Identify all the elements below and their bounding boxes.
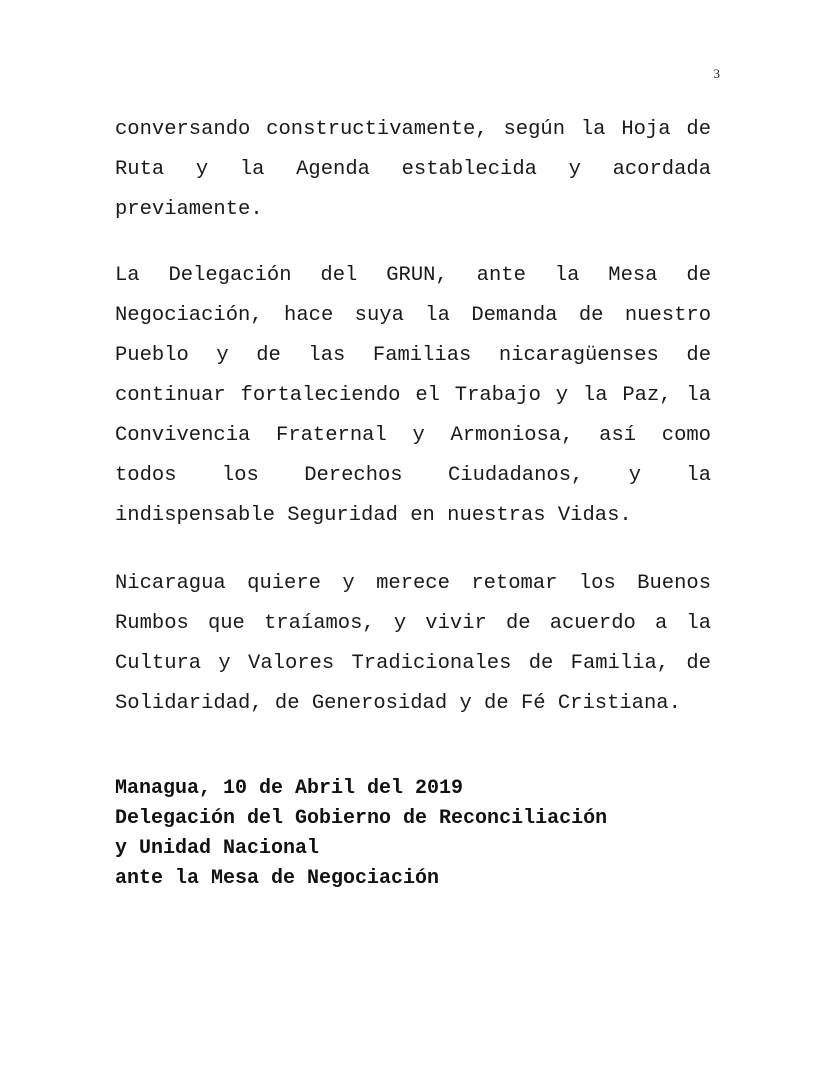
signature-negotiation-table: ante la Mesa de Negociación <box>115 867 440 890</box>
page-number: 3 <box>713 66 720 81</box>
paragraph-nicaragua-values: Nicaragua quiere y merece retomar los Buenos Rumbos que traíamos, y vivir de acuerdo a la Cultura y Valores Tradicionales de Familia, de Solidaridad, de Generosidad y de Fé Cristiana. <box>115 572 711 715</box>
signature-unity: y Unidad Nacional <box>115 837 320 860</box>
signature-delegation: Delegación del Gobierno de Reconciliación <box>115 807 608 830</box>
paragraph-grun-demand: La Delegación del GRUN, ante la Mesa de Negociación, hace suya la Demanda de nuestro Pueblo y de las Familias nicaragüenses de continuar fortaleciendo el Trabajo y la Paz, la Convivencia Fraternal y Armoniosa, así como todos los Derechos Ciudadanos, y la indispensable Seguridad en nuestras Vidas. <box>115 264 711 527</box>
signature-block <box>115 774 715 894</box>
signature-place-date: Managua, 10 de Abril del 2019 <box>115 777 464 800</box>
paragraph-continuation: conversando constructivamente, según la Hoja de Ruta y la Agenda establecida y acordada previamente. <box>115 118 711 221</box>
